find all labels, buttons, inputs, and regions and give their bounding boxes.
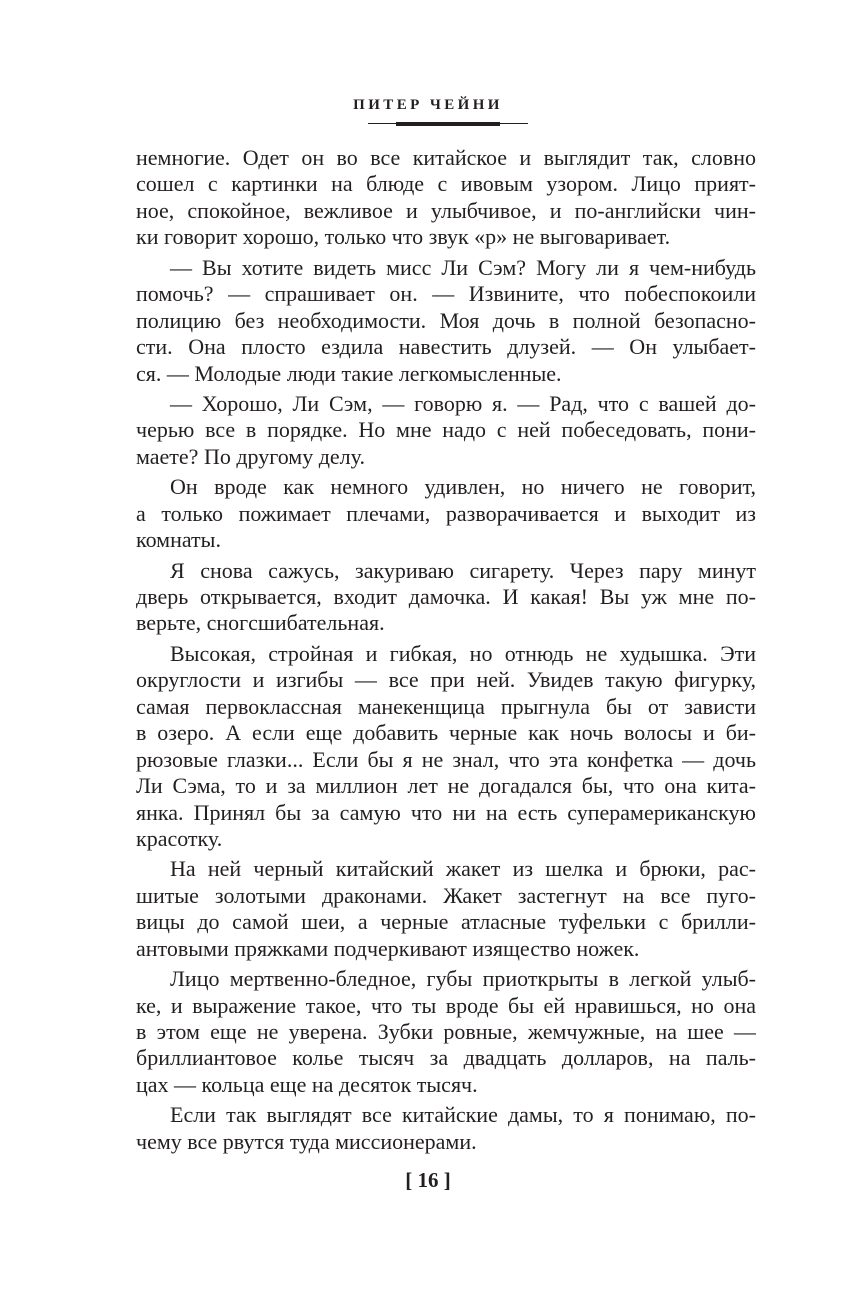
text-line: Высокая, стройная и гибкая, но отнюдь не худышка. Эти (170, 640, 756, 666)
text-line: маете? По другому делу. (136, 443, 365, 469)
text-line: Если так выглядят все китайские дамы, то я понимаю, по- (170, 1102, 756, 1128)
running-title: ПИТЕР ЧЕЙНИ (353, 97, 503, 113)
text-line: округлости и изгибы — все при ней. Увидев такую фигурку, (136, 667, 756, 693)
text-line: в озеро. А если еще добавить черные как ночь волосы и би- (136, 720, 756, 746)
text-line: Ли Сэма, то и за миллион лет не догадался бы, что она кита- (136, 773, 756, 799)
text-line: самая первоклассная манекенщица прыгнула бы от зависти (136, 693, 756, 719)
text-line: помочь? — спрашивает он. — Извините, что побеспокоили (136, 281, 756, 307)
text-line: сти. Она плосто ездила навестить длузей. — Он улыбает- (136, 334, 756, 360)
text-line: На ней черный китайский жакет из шелка и брюки, рас- (170, 856, 756, 882)
text-line: рюзовые глазки... Если бы я не знал, что эта конфетка — дочь (136, 746, 756, 772)
text-line: чему все рвутся туда миссионерами. (136, 1128, 477, 1154)
text-line: полицию без необходимости. Моя дочь в полной безопасно- (136, 307, 756, 333)
text-line: черью все в порядке. Но мне надо с ней побеседовать, пони- (136, 417, 756, 443)
text-line: — Вы хотите видеть мисс Ли Сэм? Могу ли я чем-нибудь (170, 254, 756, 280)
body-text (136, 145, 756, 1155)
header-rule-thick (396, 122, 500, 126)
text-line: шитые золотыми драконами. Жакет застегнут на все пуго- (136, 882, 756, 908)
page-number: [ 16 ] (405, 1168, 451, 1192)
text-line: янка. Принял бы за самую что ни на есть суперамериканскую (136, 799, 756, 825)
text-line: ке, и выражение такое, что ты вроде бы ей нравишься, но она (136, 992, 756, 1018)
text-line: красотку. (136, 825, 223, 851)
text-line: ся. — Молодые люди такие легкомысленные. (136, 360, 562, 386)
text-line: дверь открывается, входит дамочка. И какая! Вы уж мне по- (136, 584, 756, 609)
text-line: ки говорит хорошо, только что звук «р» не выговаривает. (136, 224, 671, 250)
text-line: сошел с картинки на блюде с ивовым узором. Лицо прият- (136, 171, 756, 197)
text-line: Он вроде как немного удивлен, но ничего не говорит, (170, 474, 756, 500)
text-line: Я снова сажусь, закуриваю сигарету. Через пару минут (170, 557, 756, 583)
text-line: верьте, сногсшибательная. (136, 610, 385, 636)
text-line: комнаты. (136, 527, 221, 553)
text-line: — Хорошо, Ли Сэм, — говорю я. — Рад, что с вашей до- (170, 390, 756, 416)
text-line: бриллиантовое колье тысяч за двадцать долларов, на паль- (136, 1045, 756, 1071)
text-line: а только пожимает плечами, разворачивается и выходит из (136, 500, 756, 526)
text-line: в этом еще не уверена. Зубки ровные, жемчужные, на шее — (136, 1019, 756, 1044)
text-line: Лицо мертвенно-бледное, губы приоткрыты в легкой улыб- (170, 966, 756, 992)
text-line: цах — кольца еще на десяток тысяч. (136, 1071, 478, 1097)
text-line: антовыми пряжками подчеркивают изящество ножек. (136, 935, 640, 961)
text-line: немногие. Одет он во все китайское и выглядит так, словно (136, 145, 756, 170)
text-line: ное, спокойное, вежливое и улыбчивое, и по-английски чин- (136, 197, 756, 223)
text-line: вицы до самой шеи, а черные атласные туфельки с брилли- (136, 909, 756, 935)
